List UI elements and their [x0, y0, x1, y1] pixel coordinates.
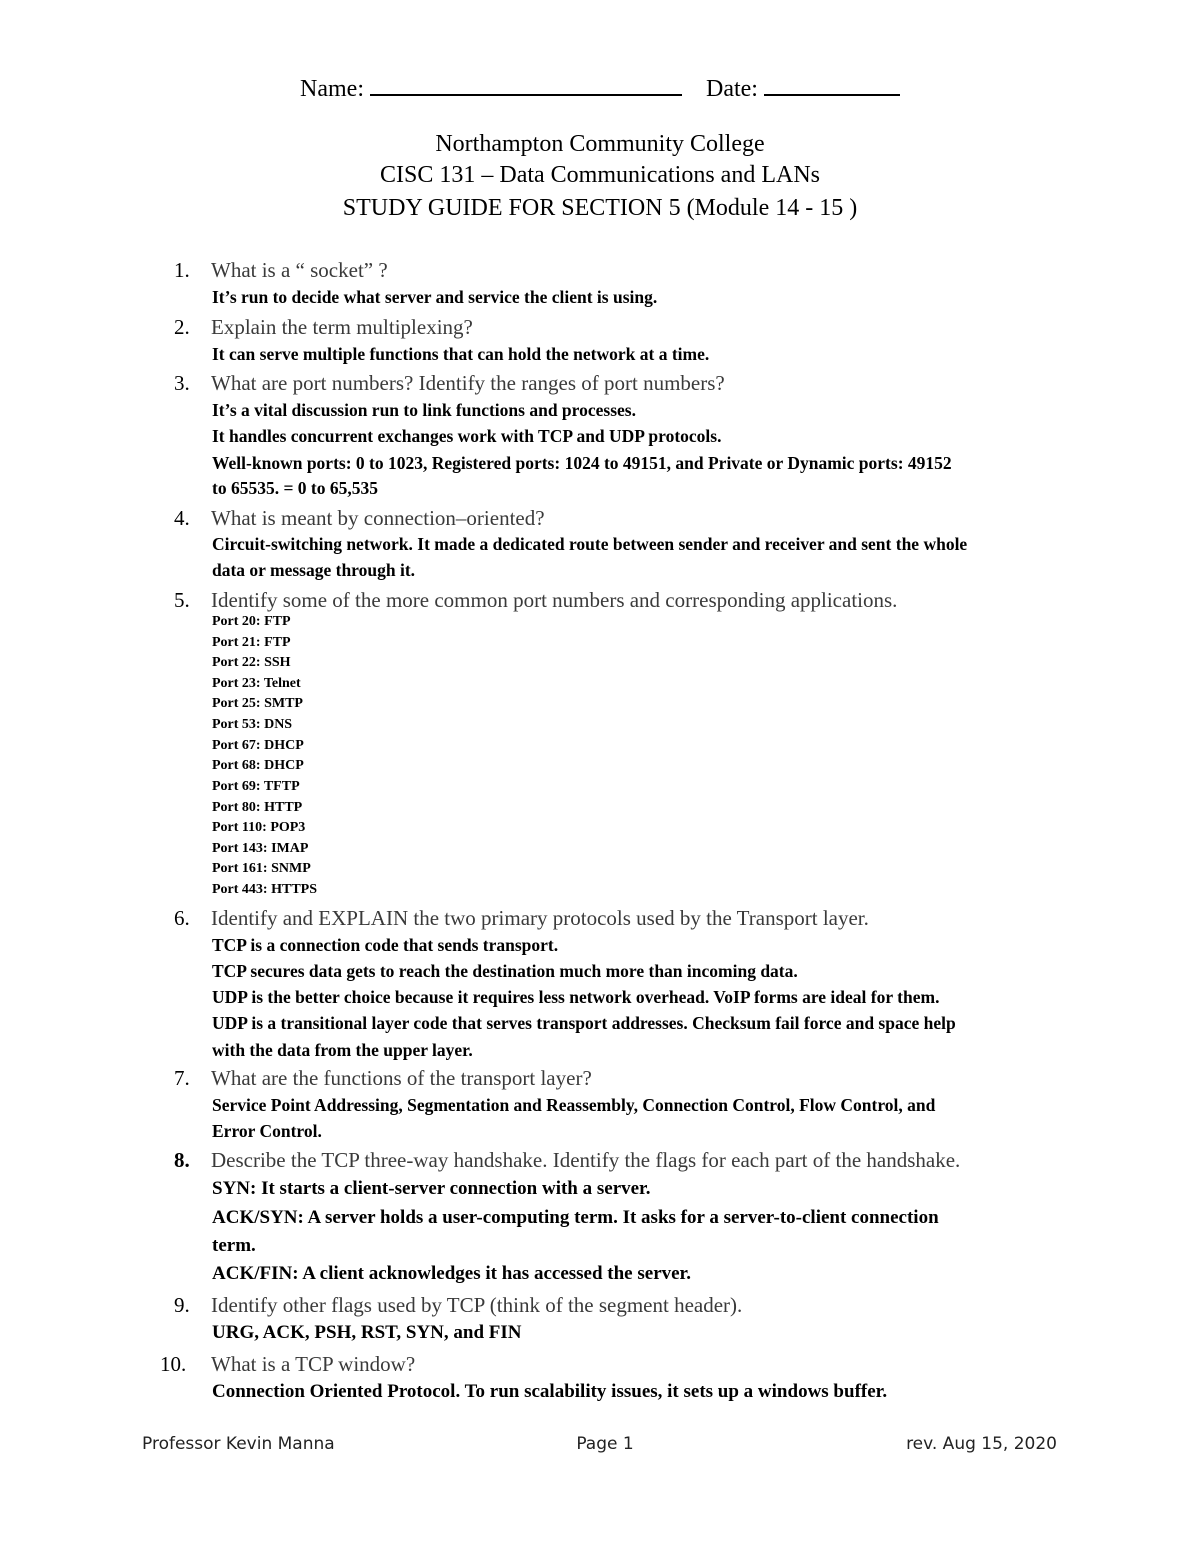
- date-label: Date:: [706, 76, 758, 102]
- answer-line: UDP is the better choice because it requires less network overhead. VoIP forms are ideal for them.: [212, 987, 940, 1007]
- port-item: Port 68: DHCP: [212, 758, 304, 773]
- question-text: What is a TCP window?: [211, 1352, 416, 1376]
- question-text: What are the functions of the transport layer?: [211, 1066, 592, 1090]
- name-blank-line[interactable]: [370, 72, 682, 96]
- answer-line: UDP is a transitional layer code that serves transport addresses. Checksum fail force and space help: [212, 1013, 956, 1033]
- answer-line: SYN: It starts a client-server connection with a server.: [212, 1178, 651, 1199]
- name-label: Name:: [300, 76, 364, 102]
- footer-revision: rev. Aug 15, 2020: [906, 1434, 1057, 1454]
- question-text: Describe the TCP three-way handshake. Identify the flags for each part of the handshake.: [211, 1148, 961, 1172]
- port-item: Port 23: Telnet: [212, 676, 301, 691]
- college-title: Northampton Community College: [435, 131, 765, 157]
- question-number: 8.: [174, 1148, 190, 1172]
- question-number: 3.: [174, 371, 190, 395]
- answer-line: with the data from the upper layer.: [212, 1040, 473, 1060]
- answer-line: Service Point Addressing, Segmentation and Reassembly, Connection Control, Flow Control, and: [212, 1095, 936, 1115]
- question-number: 1.: [174, 258, 190, 282]
- port-item: Port 161: SNMP: [212, 861, 311, 876]
- question-text: Identify other flags used by TCP (think of the segment header).: [211, 1293, 743, 1317]
- port-item: Port 53: DNS: [212, 717, 293, 732]
- question-number: 6.: [174, 906, 190, 930]
- port-item: Port 25: SMTP: [212, 696, 303, 711]
- answer-line: Well-known ports: 0 to 1023, Registered ports: 1024 to 49151, and Private or Dynamic ports: 49152: [212, 453, 952, 473]
- port-item: Port 110: POP3: [212, 820, 306, 835]
- question-text: Identify some of the more common port numbers and corresponding applications.: [211, 588, 898, 612]
- question-number: 2.: [174, 315, 190, 339]
- question-text: Identify and EXPLAIN the two primary protocols used by the Transport layer.: [211, 906, 869, 930]
- port-item: Port 80: HTTP: [212, 800, 303, 815]
- question-number: 7.: [174, 1066, 190, 1090]
- date-blank-line[interactable]: [764, 72, 900, 96]
- footer-author: Professor Kevin Manna: [142, 1434, 335, 1454]
- port-item: Port 69: TFTP: [212, 779, 300, 794]
- question-text: What is a “ socket” ?: [211, 258, 388, 282]
- port-item: Port 21: FTP: [212, 635, 291, 650]
- answer-line: URG, ACK, PSH, RST, SYN, and FIN: [212, 1322, 522, 1343]
- answer-line: Error Control.: [212, 1121, 322, 1141]
- answer-line: Connection Oriented Protocol. To run scalability issues, it sets up a windows buffer.: [212, 1381, 888, 1402]
- answer-line: Circuit-switching network. It made a dedicated route between sender and receiver and sent the whole: [212, 534, 968, 554]
- answer-line: It can serve multiple functions that can hold the network at a time.: [212, 344, 710, 364]
- answer-line: ACK/SYN: A server holds a user-computing term. It asks for a server-to-client connection: [212, 1207, 939, 1228]
- question-text: What are port numbers? Identify the ranges of port numbers?: [211, 371, 725, 395]
- answer-line: It’s a vital discussion run to link functions and processes.: [212, 400, 636, 420]
- answer-line: TCP is a connection code that sends transport.: [212, 935, 559, 955]
- answer-line: to 65535. = 0 to 65,535: [212, 478, 379, 498]
- answer-line: It handles concurrent exchanges work with TCP and UDP protocols.: [212, 426, 722, 446]
- answer-line: data or message through it.: [212, 560, 416, 580]
- footer-page-number: Page 1: [576, 1434, 634, 1454]
- port-item: Port 67: DHCP: [212, 738, 304, 753]
- question-text: Explain the term multiplexing?: [211, 315, 473, 339]
- guide-title: STUDY GUIDE FOR SECTION 5 (Module 14 - 15 ): [342, 195, 858, 221]
- question-text: What is meant by connection–oriented?: [211, 506, 545, 530]
- course-title: CISC 131 – Data Communications and LANs: [380, 162, 820, 188]
- answer-line: ACK/FIN: A client acknowledges it has accessed the server.: [212, 1263, 691, 1284]
- question-number: 9.: [174, 1293, 190, 1317]
- question-number: 10.: [160, 1352, 187, 1376]
- port-item: Port 143: IMAP: [212, 841, 309, 856]
- port-item: Port 20: FTP: [212, 614, 291, 629]
- port-item: Port 443: HTTPS: [212, 882, 317, 897]
- question-number: 4.: [174, 506, 190, 530]
- port-item: Port 22: SSH: [212, 655, 291, 670]
- answer-line: term.: [212, 1235, 256, 1256]
- name-date-row: [0, 72, 1200, 106]
- question-number: 5.: [174, 588, 190, 612]
- answer-line: TCP secures data gets to reach the destination much more than incoming data.: [212, 961, 798, 981]
- answer-line: It’s run to decide what server and service the client is using.: [212, 287, 658, 307]
